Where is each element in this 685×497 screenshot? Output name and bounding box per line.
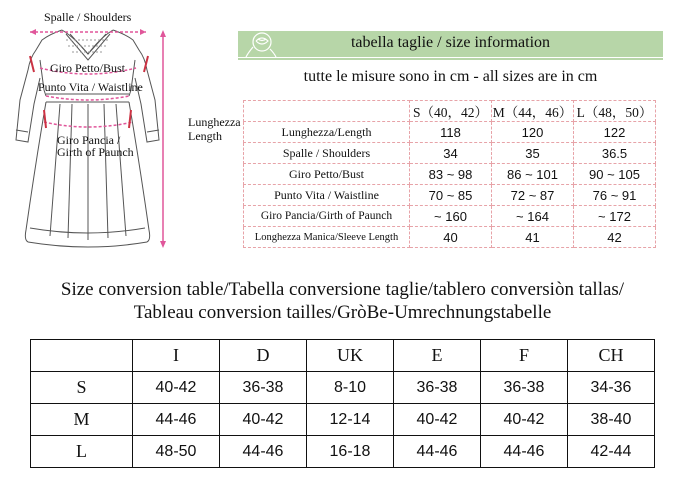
conversion-cell: 34-36 bbox=[568, 372, 655, 404]
size-cell: 40 bbox=[410, 227, 492, 248]
size-cell: ~ 164 bbox=[492, 206, 574, 227]
size-table-row bbox=[244, 206, 656, 227]
conversion-row-label: M bbox=[31, 404, 133, 436]
conversion-header-row bbox=[31, 340, 655, 372]
conversion-cell: 42-44 bbox=[568, 436, 655, 468]
size-cell: 36.5 bbox=[574, 143, 656, 164]
size-cell: 83 ~ 98 bbox=[410, 164, 492, 185]
conversion-row-label: L bbox=[31, 436, 133, 468]
size-table-row bbox=[244, 143, 656, 164]
size-cell: 76 ~ 91 bbox=[574, 185, 656, 206]
conversion-cell: 38-40 bbox=[568, 404, 655, 436]
conversion-cell: 40-42 bbox=[133, 372, 220, 404]
size-info-title: tabella taglie / size information bbox=[350, 34, 551, 51]
conversion-cell: 48-50 bbox=[133, 436, 220, 468]
conversion-title-line2: Tableau conversion tailles/GròBe-Umrechnungstabelle bbox=[133, 302, 552, 323]
dress-illustration bbox=[0, 0, 240, 262]
size-cell: 90 ~ 105 bbox=[574, 164, 656, 185]
size-cell: 72 ~ 87 bbox=[492, 185, 574, 206]
size-row-label: Longhezza Manica/Sleeve Length bbox=[244, 227, 410, 248]
conversion-cell: 16-18 bbox=[307, 436, 394, 468]
size-cell: 41 bbox=[492, 227, 574, 248]
conversion-row bbox=[31, 404, 655, 436]
conversion-cell: 40-42 bbox=[394, 404, 481, 436]
conversion-cell: 44-46 bbox=[394, 436, 481, 468]
size-cell: ~ 160 bbox=[410, 206, 492, 227]
size-table-corner bbox=[244, 101, 410, 122]
size-row-label: Lunghezza/Length bbox=[244, 122, 410, 143]
conversion-cell: 36-38 bbox=[394, 372, 481, 404]
conversion-cell: 40-42 bbox=[220, 404, 307, 436]
size-row-label: Giro Pancia/Girth of Paunch bbox=[244, 206, 410, 227]
conversion-cell: 40-42 bbox=[481, 404, 568, 436]
size-row-label: Spalle / Shoulders bbox=[244, 143, 410, 164]
size-info-table bbox=[243, 100, 656, 248]
conversion-col-header: UK bbox=[307, 340, 394, 372]
conversion-cell: 8-10 bbox=[307, 372, 394, 404]
size-table-row bbox=[244, 122, 656, 143]
paunch-label-line2: Girth of Paunch bbox=[57, 145, 134, 159]
size-conversion-table bbox=[30, 339, 655, 468]
size-cell: 70 ~ 85 bbox=[410, 185, 492, 206]
conversion-col-header: E bbox=[394, 340, 481, 372]
conversion-row-label: S bbox=[31, 372, 133, 404]
conversion-col-header: F bbox=[481, 340, 568, 372]
size-table-row bbox=[244, 185, 656, 206]
conversion-cell: 44-46 bbox=[481, 436, 568, 468]
size-row-label: Giro Petto/Bust bbox=[244, 164, 410, 185]
conversion-col-header: I bbox=[133, 340, 220, 372]
size-cell: 34 bbox=[410, 143, 492, 164]
size-info-header bbox=[238, 31, 663, 57]
header-underline bbox=[238, 58, 663, 60]
conversion-cell: 12-14 bbox=[307, 404, 394, 436]
conversion-cell: 36-38 bbox=[220, 372, 307, 404]
size-cell: 86 ~ 101 bbox=[492, 164, 574, 185]
size-col-header: L（48，50） bbox=[574, 101, 656, 122]
conversion-cell: 36-38 bbox=[481, 372, 568, 404]
size-table-row bbox=[244, 227, 656, 248]
length-label-line1: Lunghezza bbox=[188, 115, 241, 129]
bust-label: Giro Petto/Bust bbox=[50, 61, 126, 75]
size-table-row bbox=[244, 164, 656, 185]
size-cell: ~ 172 bbox=[574, 206, 656, 227]
length-label-line2: Length bbox=[188, 129, 222, 143]
size-cell: 35 bbox=[492, 143, 574, 164]
size-col-header: S（40，42） bbox=[410, 101, 492, 122]
units-note: tutte le misure sono in cm - all sizes are in cm bbox=[303, 68, 598, 85]
conversion-col-header: CH bbox=[568, 340, 655, 372]
conversion-title-line1: Size conversion table/Tabella conversione taglie/tablero conversiòn tallas/ bbox=[60, 279, 625, 300]
conversion-col-header: D bbox=[220, 340, 307, 372]
size-cell: 120 bbox=[492, 122, 574, 143]
conversion-corner bbox=[31, 340, 133, 372]
size-cell: 42 bbox=[574, 227, 656, 248]
size-cell: 122 bbox=[574, 122, 656, 143]
conversion-cell: 44-46 bbox=[133, 404, 220, 436]
shoulders-label: Spalle / Shoulders bbox=[44, 10, 132, 24]
size-table-header-row bbox=[244, 101, 656, 122]
size-row-label: Punto Vita / Waistline bbox=[244, 185, 410, 206]
conversion-cell: 44-46 bbox=[220, 436, 307, 468]
waist-label: Punto Vita / Waistline bbox=[38, 80, 143, 94]
conversion-row bbox=[31, 372, 655, 404]
conversion-row bbox=[31, 436, 655, 468]
paunch-label-line1: Giro Pancia / bbox=[57, 133, 121, 147]
size-cell: 118 bbox=[410, 122, 492, 143]
size-col-header: M（44，46） bbox=[492, 101, 574, 122]
